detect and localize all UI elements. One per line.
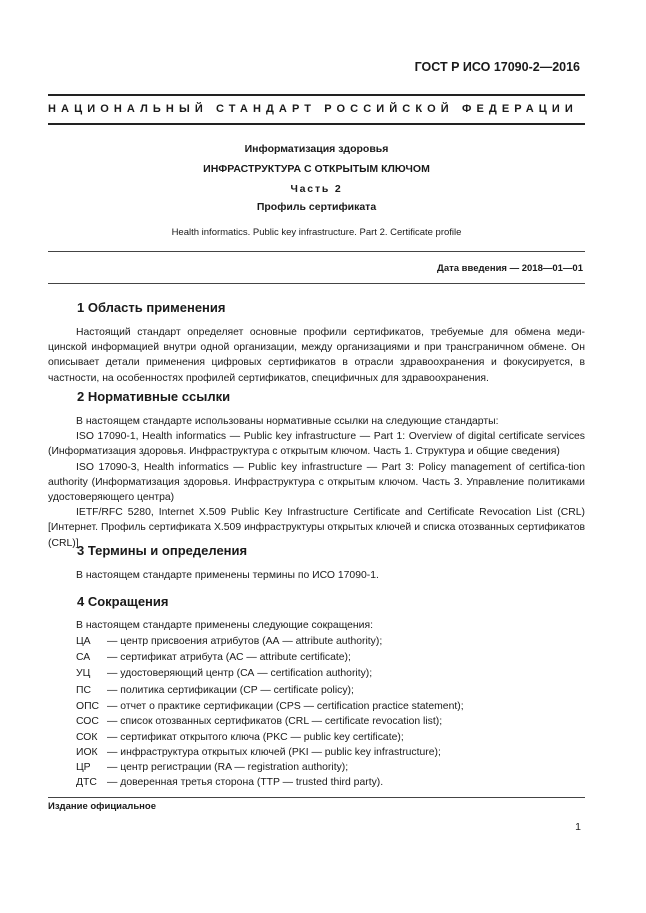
title-line2: ИНФРАСТРУКТУРА С ОТКРЫТЫМ КЛЮЧОМ [203, 163, 430, 175]
national-standard-banner: НАЦИОНАЛЬНЫЙ СТАНДАРТ РОССИЙСКОЙ ФЕДЕРАЦИИ [48, 103, 578, 115]
title-line1: Информатизация здоровья [244, 143, 389, 155]
abbr-term: ДТС [76, 777, 97, 788]
page-number: 1 [575, 821, 581, 833]
section4-intro [48, 618, 585, 633]
section2-heading: 2 Нормативные ссылки [77, 389, 231, 404]
title-part: Часть 2 [290, 183, 343, 195]
intro-date: Дата введения — 2018—01—01 [437, 263, 583, 274]
abbr-term: ПС [76, 685, 91, 696]
section2-intro: В настоящем стандарте использованы нормативные ссылки на следующие стандарты: [76, 416, 499, 427]
abbr-def: — удостоверяющий центр (СА — certification authority); [107, 668, 373, 679]
title-english: Health informatics. Public key infrastructure. Part 2. Certificate profile [171, 227, 462, 238]
abbr-term: СОС [76, 716, 99, 727]
abbr-def: — инфраструктура открытых ключей (PKI — public key infrastructure); [107, 747, 441, 758]
abbreviation-row [76, 668, 372, 683]
ref-item: ISO 17090-3, Health informatics — Public key infrastructure — Part 3: Policy management of certifica-tion authority (Информатизация здоровья. Инфраструктура с открытым ключом. Часть 3. Управление политиками удостоверяющего центра) [48, 461, 585, 504]
abbr-term: СА [76, 652, 91, 663]
section4-heading: 4 Сокращения [77, 594, 169, 609]
standard-id: ГОСТ Р ИСО 17090-2—2016 [414, 60, 580, 74]
abbreviation-row [76, 685, 354, 700]
section2-text [48, 414, 585, 551]
official-edition: Издание официальное [48, 801, 156, 812]
abbr-def: — список отозванных сертификатов (CRL — certificate revocation list); [107, 716, 443, 727]
section1-text [48, 325, 585, 386]
abbr-term: ИОК [76, 747, 98, 758]
abbreviation-row [76, 747, 441, 762]
abbreviation-row [76, 701, 464, 716]
abbr-def: — отчет о практике сертификации (CPS — certification practice statement); [107, 701, 464, 712]
abbr-def: — центр регистрации (RA — registration authority); [107, 762, 349, 773]
abbreviation-row [76, 652, 351, 667]
abbreviation-row [76, 716, 442, 731]
abbr-term: УЦ [76, 668, 91, 679]
abbr-term: ЦА [76, 636, 91, 647]
section1-heading: 1 Область применения [77, 300, 226, 315]
date-rule [48, 283, 585, 284]
ref-item: ISO 17090-1, Health informatics — Public key infrastructure — Part 1: Overview of digital certificate services (Информатизация здоровья. Инфраструктура с открытым ключом. Часть 1. Структура и общие сведения) [48, 431, 585, 458]
abbr-def: — центр присвоения атрибутов (АА — attribute authority); [107, 636, 383, 647]
section3-paragraph: В настоящем стандарте применены термины по ИСО 17090-1. [76, 570, 379, 581]
abbreviation-row [76, 762, 348, 777]
abbreviation-row [76, 732, 404, 747]
abbr-term: ЦР [76, 762, 91, 773]
section4-intro-text: В настоящем стандарте применены следующие сокращения: [76, 620, 373, 631]
abbreviation-row [76, 777, 383, 792]
abbr-term: СОК [76, 732, 98, 743]
abbreviation-row [76, 636, 382, 651]
section3-text [48, 568, 585, 583]
title-rule [48, 251, 585, 252]
abbr-def: — доверенная третья сторона (TTP — trusted third party). [107, 777, 384, 788]
abbr-def: — сертификат атрибута (АС — attribute certificate); [107, 652, 351, 663]
ref-item: IETF/RFC 5280, Internet X.509 Public Key Infrastructure Certificate and Certificate Revocation List (CRL) [Интернет. Профиль сертификата X.509 инфраструктуры открытых ключей и списка отозванных сертификатов (CRL)] [48, 507, 585, 549]
top-rule [48, 94, 585, 96]
abbr-def: — сертификат открытого ключа (PKC — public key certificate); [107, 732, 404, 743]
section1-paragraph: Настоящий стандарт определяет основные профили сертификатов, требуемые для обмена меди-цинской информацией внутри одной организации, между организациями и при трансграничном обмене. Он описывает детали применения цифровых сертификатов в отрасли здравоохранения и фокусируется, в частности, на особенностях профилей сертификатов, специфичных для здравоохранения. [48, 327, 585, 384]
abbr-def: — политика сертификации (CP — certificate policy); [107, 685, 354, 696]
footer-rule [48, 797, 585, 798]
abbr-term: ОПС [76, 701, 100, 712]
banner-rule [48, 123, 585, 125]
title-subtitle: Профиль сертификата [256, 201, 377, 213]
section3-heading: 3 Термины и определения [77, 543, 248, 558]
